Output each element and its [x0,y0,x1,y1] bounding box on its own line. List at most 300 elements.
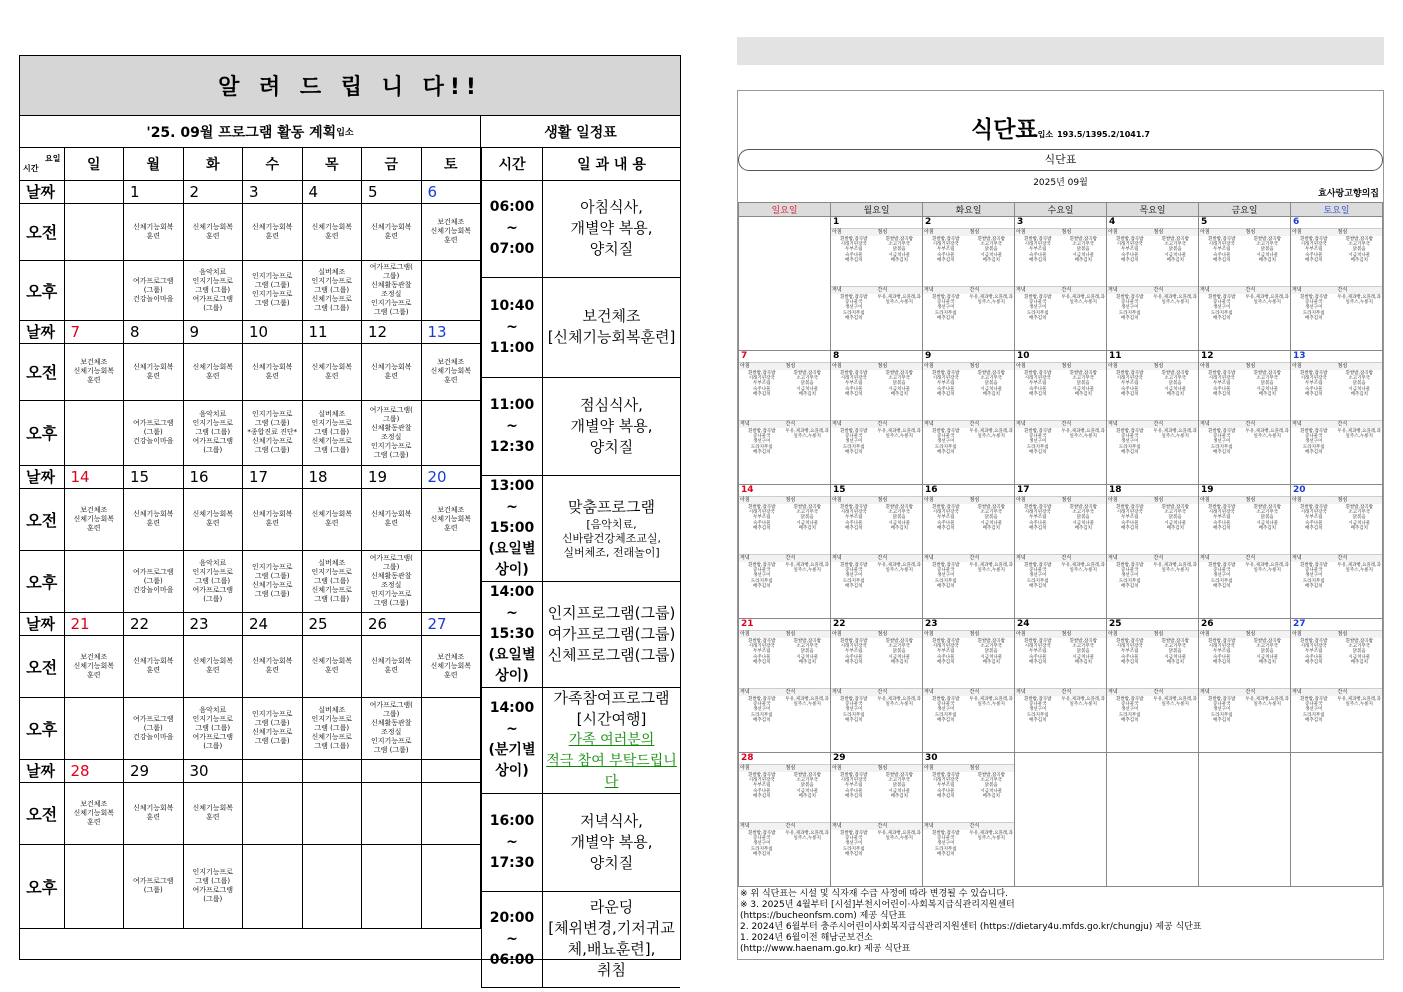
meal-header-lunch: 점심 [877,764,923,772]
schedule-time: 11:00 ~ 12:30 [482,377,543,475]
meal-header-dinner: 저녁 [739,554,785,562]
afternoon-activity: 여가프로그램( 그룹) 신체활동관찰 조정실 인지기능프로 그램 (그룹) [362,550,422,612]
meal-header-snack: 간식 [877,822,923,830]
meal-items-snack: 두유,제과빵,요플레,과일주스,누룽지 [1337,429,1381,440]
meal-header-snack: 간식 [969,286,1015,294]
menu-day-cell [831,351,923,485]
meal-header-dinner: 저녁 [923,554,969,562]
meal-items-snack: 두유,제과빵,요플레,과일주스,누룽지 [969,697,1013,708]
meal-items-snack: 두유,제과빵,요플레,과일주스,누룽지 [1061,429,1105,440]
meal-items-lunch: 흰쌀밥,잡곡밥 소고기무국 닭볶음 시금치나물 배추김치 [1345,371,1373,397]
meal-items-breakfast: 흰쌀밥,잡곡밥 시래기된장국 두부조림 숙주나물 배추김치 [1299,639,1328,665]
meal-header-snack: 간식 [1337,420,1383,428]
morning-activity: 보건체조 신체기능회복 훈련 [421,203,481,260]
date-row-label: 날짜 [20,465,64,488]
meal-header-lunch: 점심 [969,362,1015,370]
program-plan-page [19,55,681,979]
meal-items-breakfast: 흰쌀밥,잡곡밥 시래기된장국 두부조림 숙주나물 배추김치 [1023,639,1052,665]
meal-header-snack: 간식 [1061,554,1107,562]
meal-header-snack: 간식 [969,554,1015,562]
meal-items-lunch: 흰쌀밥,잡곡밥 소고기무국 닭볶음 시금치나물 배추김치 [885,237,913,263]
meal-items-lunch: 흰쌀밥,잡곡밥 소고기무국 닭볶음 시금치나물 배추김치 [1161,505,1189,531]
menu-day-number: 5 [1201,217,1208,227]
calendar-day-number: 26 [362,612,422,635]
meal-header-lunch: 점심 [969,630,1015,638]
menu-day-cell [1291,485,1383,619]
meal-header-lunch: 점심 [877,630,923,638]
weekday-mon: 월 [124,148,184,180]
meal-grid [1107,496,1198,589]
meal-items-dinner: 흰쌀밥,잡곡밥 콩나물국 생선구이 도라지무침 배추김치 [747,831,776,857]
meal-header-lunch: 점심 [1245,228,1291,236]
meal-items-dinner: 흰쌀밥,잡곡밥 콩나물국 생선구이 도라지무침 배추김치 [1299,295,1328,321]
morning-activity: 보건체조 신체기능회복 훈련 [64,635,124,697]
meal-header-dinner: 저녁 [1291,554,1337,562]
calendar-day-number: 13 [421,320,481,343]
meal-items-dinner: 흰쌀밥,잡곡밥 콩나물국 생선구이 도라지무침 배추김치 [839,697,868,723]
meal-header-dinner: 저녁 [739,822,785,830]
menu-day-number: 29 [833,753,846,763]
schedule-content-text: 맞춤프로그램 [568,497,655,516]
menu-weekday-thu: 목요일 [1107,203,1199,217]
meal-header-breakfast: 아침 [831,764,877,772]
menu-day-cell [1291,351,1383,485]
meal-items-lunch: 흰쌀밥,잡곡밥 소고기무국 닭볶음 시금치나물 배추김치 [793,773,821,799]
meal-header-lunch: 점심 [1245,630,1291,638]
date-row-label: 날짜 [20,612,64,635]
schedule-content-text: 아침식사, 개별약 복용, 양치질 [570,198,653,258]
meal-items-dinner: 흰쌀밥,잡곡밥 콩나물국 생선구이 도라지무침 배추김치 [1207,295,1236,321]
meal-header-snack: 간식 [1153,420,1199,428]
morning-activity: 보건체조 신체기능회복 훈련 [421,488,481,550]
meal-grid [1015,228,1106,321]
meal-header-breakfast: 아침 [1015,362,1061,370]
morning-activity [64,203,124,260]
morning-activity: 신체기능회복 훈련 [243,635,303,697]
morning-activity: 신체기능회복 훈련 [183,635,243,697]
meal-header-lunch: 점심 [1245,362,1291,370]
meal-header-snack: 간식 [1061,420,1107,428]
morning-activity [302,782,362,844]
meal-items-lunch: 흰쌀밥,잡곡밥 소고기무국 닭볶음 시금치나물 배추김치 [1161,371,1189,397]
meal-header-snack: 간식 [1061,286,1107,294]
weekday-tue: 화 [183,148,243,180]
meal-header-dinner: 저녁 [1199,554,1245,562]
meal-items-snack: 두유,제과빵,요플레,과일주스,누룽지 [877,563,921,574]
morning-activity: 신체기능회복 훈련 [302,488,362,550]
meal-items-lunch: 흰쌀밥,잡곡밥 소고기무국 닭볶음 시금치나물 배추김치 [1253,639,1281,665]
meal-header-snack: 간식 [1337,286,1383,294]
schedule-time: 16:00 ~ 17:30 [482,793,543,891]
morning-row-label: 오전 [20,343,64,400]
meal-header-lunch: 점심 [969,228,1015,236]
afternoon-activity [362,844,422,928]
meal-header-breakfast: 아침 [923,228,969,236]
calendar-day-number: 14 [64,465,124,488]
menu-day-number: 24 [1017,619,1030,629]
meal-items-dinner: 흰쌀밥,잡곡밥 콩나물국 생선구이 도라지무침 배추김치 [1023,563,1052,589]
calendar-day-number: 12 [362,320,422,343]
meal-header-dinner: 저녁 [1291,286,1337,294]
meal-items-dinner: 흰쌀밥,잡곡밥 콩나물국 생선구이 도라지무침 배추김치 [1299,563,1328,589]
afternoon-activity: 여가프로그램( 그룹) 신체활동관찰 조정실 인지기능프로 그램 (그룹) [362,400,422,465]
meal-grid [739,764,830,857]
morning-activity: 신체기능회복 훈련 [243,488,303,550]
menu-day-cell [1199,619,1291,753]
meal-header-snack: 간식 [877,688,923,696]
menu-footnotes: ※ 위 식단표는 시설 및 식자재 수급 사정에 따라 변경될 수 있습니다. ※ 3. 2025년 4월부터 [시설]부천시어린이·사회복지급식관리지원센터 (https://bucheonfsm.com) 제공 식단표 2. 2024년 6월부터 충주시어린이사회복지급식관리지원센터 (https://dietary4u.mfds.go.kr/chungju) 제공 식단표 1. 2024년 6월이전 해남군보건소 (http://www.haenam.go.kr) 제공 식단표 [740,889,1202,954]
meal-header-dinner: 저녁 [739,688,785,696]
meal-items-breakfast: 흰쌀밥,잡곡밥 시래기된장국 두부조림 숙주나물 배추김치 [1207,505,1236,531]
menu-day-number: 27 [1293,619,1306,629]
calendar-day-number: 8 [124,320,184,343]
meal-items-dinner: 흰쌀밥,잡곡밥 콩나물국 생선구이 도라지무침 배추김치 [1115,429,1144,455]
meal-items-dinner: 흰쌀밥,잡곡밥 콩나물국 생선구이 도라지무침 배추김치 [1207,563,1236,589]
schedule-content-text: 가족참여프로그램 [시간여행] [553,688,670,728]
meal-header-dinner: 저녁 [923,688,969,696]
meal-header-breakfast: 아침 [923,630,969,638]
meal-header-lunch: 점심 [877,496,923,504]
meal-items-lunch: 흰쌀밥,잡곡밥 소고기무국 닭볶음 시금치나물 배추김치 [1069,505,1097,531]
morning-row-label: 오전 [20,203,64,260]
afternoon-activity [64,844,124,928]
meal-items-breakfast: 흰쌀밥,잡곡밥 시래기된장국 두부조림 숙주나물 배추김치 [747,773,776,799]
meal-header-lunch: 점심 [785,630,831,638]
schedule-content-text: 인지프로그램(그룹) 여가프로그램(그룹) 신체프로그램(그룹) [547,603,676,664]
menu-day-number: 7 [741,351,748,361]
meal-header-dinner: 저녁 [739,420,785,428]
morning-activity: 신체기능회복 훈련 [302,343,362,400]
meal-items-lunch: 흰쌀밥,잡곡밥 소고기무국 닭볶음 시금치나물 배추김치 [1253,237,1281,263]
calendar-day-number: 30 [183,759,243,782]
menu-day-cell [831,753,923,887]
meal-header-lunch: 점심 [1061,362,1107,370]
meal-items-snack: 두유,제과빵,요플레,과일주스,누룽지 [1061,295,1105,306]
meal-header-snack: 간식 [1245,420,1291,428]
meal-header-breakfast: 아침 [1015,228,1061,236]
meal-menu-page [737,90,1384,960]
morning-activity: 신체기능회복 훈련 [124,488,184,550]
meal-items-snack: 두유,제과빵,요플레,과일주스,누룽지 [1153,295,1197,306]
schedule-time: 14:00 ~ (분기별상이) [482,687,543,793]
meal-items-dinner: 흰쌀밥,잡곡밥 콩나물국 생선구이 도라지무침 배추김치 [931,295,960,321]
meal-items-dinner: 흰쌀밥,잡곡밥 콩나물국 생선구이 도라지무침 배추김치 [839,563,868,589]
meal-items-dinner: 흰쌀밥,잡곡밥 콩나물국 생선구이 도라지무침 배추김치 [747,697,776,723]
menu-day-number: 16 [925,485,938,495]
meal-items-lunch: 흰쌀밥,잡곡밥 소고기무국 닭볶음 시금치나물 배추김치 [977,505,1005,531]
morning-activity: 신체기능회복 훈련 [124,343,184,400]
meal-items-lunch: 흰쌀밥,잡곡밥 소고기무국 닭볶음 시금치나물 배추김치 [1161,639,1189,665]
meal-header-lunch: 점심 [1337,362,1383,370]
morning-row-label: 오전 [20,635,64,697]
meal-header-snack: 간식 [1245,554,1291,562]
meal-header-breakfast: 아침 [1107,496,1153,504]
afternoon-activity [421,550,481,612]
meal-header-snack: 간식 [969,822,1015,830]
meal-items-snack: 두유,제과빵,요플레,과일주스,누룽지 [877,697,921,708]
meal-items-breakfast: 흰쌀밥,잡곡밥 시래기된장국 두부조림 숙주나물 배추김치 [931,237,960,263]
meal-items-lunch: 흰쌀밥,잡곡밥 소고기무국 닭볶음 시금치나물 배추김치 [1069,639,1097,665]
meal-items-breakfast: 흰쌀밥,잡곡밥 시래기된장국 두부조림 숙주나물 배추김치 [1115,237,1144,263]
menu-day-cell [739,753,831,887]
menu-day-cell [1107,619,1199,753]
meal-header-snack: 간식 [785,822,831,830]
meal-items-dinner: 흰쌀밥,잡곡밥 콩나물국 생선구이 도라지무침 배추김치 [1299,429,1328,455]
meal-items-dinner: 흰쌀밥,잡곡밥 콩나물국 생선구이 도라지무침 배추김치 [931,429,960,455]
meal-items-snack: 두유,제과빵,요플레,과일주스,누룽지 [1337,295,1381,306]
meal-items-dinner: 흰쌀밥,잡곡밥 콩나물국 생선구이 도라지무침 배추김치 [1207,429,1236,455]
menu-day-cell [1199,485,1291,619]
meal-items-breakfast: 흰쌀밥,잡곡밥 시래기된장국 두부조림 숙주나물 배추김치 [747,639,776,665]
meal-items-lunch: 흰쌀밥,잡곡밥 소고기무국 닭볶음 시금치나물 배추김치 [885,639,913,665]
date-row-label: 날짜 [20,320,64,343]
menu-day-number: 6 [1293,217,1300,227]
meal-items-breakfast: 흰쌀밥,잡곡밥 시래기된장국 두부조림 숙주나물 배추김치 [839,237,868,263]
meal-items-breakfast: 흰쌀밥,잡곡밥 시래기된장국 두부조림 숙주나물 배추김치 [747,505,776,531]
menu-day-cell [739,217,831,351]
menu-day-cell [1107,217,1199,351]
meal-header-lunch: 점심 [877,228,923,236]
calendar-day-number [64,180,124,203]
menu-day-number: 28 [741,753,754,763]
meal-header-lunch: 점심 [969,764,1015,772]
calendar-day-number: 21 [64,612,124,635]
afternoon-row-label: 오후 [20,400,64,465]
menu-day-cell [831,217,923,351]
calendar-day-number: 3 [243,180,303,203]
menu-day-number: 9 [925,351,932,361]
meal-items-breakfast: 흰쌀밥,잡곡밥 시래기된장국 두부조림 숙주나물 배추김치 [1207,639,1236,665]
schedule-time: 14:00 ~ 15:30 (요일별상이) [482,581,543,687]
meal-items-breakfast: 흰쌀밥,잡곡밥 시래기된장국 두부조림 숙주나물 배추김치 [839,371,868,397]
meal-items-lunch: 흰쌀밥,잡곡밥 소고기무국 닭볶음 시금치나물 배추김치 [1253,505,1281,531]
morning-activity: 신체기능회복 훈련 [362,203,422,260]
schedule-content-text: 라운딩 [체위변경,기저귀교 체,배뇨훈련], 취침 [548,898,675,979]
menu-day-number: 18 [1109,485,1122,495]
meal-header-dinner: 저녁 [1015,420,1061,428]
morning-activity [362,782,422,844]
calendar-day-number: 16 [183,465,243,488]
life-header-content: 일 과 내 용 [543,148,681,180]
calendar-day-number: 19 [362,465,422,488]
meal-grid [831,362,922,455]
menu-title [738,111,1383,144]
meal-header-breakfast: 아침 [831,630,877,638]
meal-header-breakfast: 아침 [1107,630,1153,638]
meal-header-breakfast: 아침 [739,362,785,370]
meal-grid [831,228,922,321]
meal-items-lunch: 흰쌀밥,잡곡밥 소고기무국 닭볶음 시금치나물 배추김치 [977,237,1005,263]
menu-day-cell [1107,351,1199,485]
menu-pill-label: 식단표 [738,149,1383,171]
menu-day-cell [1291,619,1383,753]
meal-grid [1015,630,1106,723]
meal-header-dinner: 저녁 [923,822,969,830]
meal-items-snack: 두유,제과빵,요플레,과일주스,누룽지 [1153,429,1197,440]
menu-day-cell [1199,753,1291,887]
meal-items-lunch: 흰쌀밥,잡곡밥 소고기무국 닭볶음 시금치나물 배추김치 [1253,371,1281,397]
meal-items-snack: 두유,제과빵,요플레,과일주스,누룽지 [969,563,1013,574]
meal-items-lunch: 흰쌀밥,잡곡밥 소고기무국 닭볶음 시금치나물 배추김치 [1345,505,1373,531]
meal-header-dinner: 저녁 [1015,286,1061,294]
meal-items-lunch: 흰쌀밥,잡곡밥 소고기무국 닭볶음 시금치나물 배추김치 [1069,371,1097,397]
meal-header-breakfast: 아침 [1015,496,1061,504]
morning-activity: 보건체조 신체기능회복 훈련 [421,635,481,697]
meal-grid [739,362,830,455]
meal-header-snack: 간식 [785,554,831,562]
menu-day-number: 12 [1201,351,1214,361]
meal-items-snack: 두유,제과빵,요플레,과일주스,누룽지 [1337,697,1381,708]
schedule-content [543,475,681,581]
afternoon-activity: 인지기능프로 그램 (그룹) 신체기능프로 그램 (그룹) [243,550,303,612]
morning-activity: 신체기능회복 훈련 [302,203,362,260]
meal-header-lunch: 점심 [785,764,831,772]
afternoon-activity: 여가프로그램 (그룹) 건강놀이마을 [124,400,184,465]
meal-grid [923,362,1014,455]
afternoon-row-label: 오후 [20,260,64,320]
afternoon-activity: 여가프로그램 (그룹) 건강놀이마을 [124,260,184,320]
afternoon-activity [243,844,303,928]
afternoon-activity: 음악치료 인지기능프로 그램 (그룹) 여가프로그램 (그룹) [183,697,243,759]
weekday-wed: 수 [243,148,303,180]
meal-header-snack: 간식 [1245,688,1291,696]
meal-items-breakfast: 흰쌀밥,잡곡밥 시래기된장국 두부조림 숙주나물 배추김치 [1207,237,1236,263]
menu-weekday-tue: 화요일 [923,203,1015,217]
menu-day-cell [923,619,1015,753]
morning-activity: 신체기능회복 훈련 [124,203,184,260]
afternoon-activity: 실버체조 인지기능프로 그램 (그룹) 신체기능프로 그램 (그룹) [302,260,362,320]
calendar-day-number: 7 [64,320,124,343]
meal-header-lunch: 점심 [1153,228,1199,236]
meal-items-lunch: 흰쌀밥,잡곡밥 소고기무국 닭볶음 시금치나물 배추김치 [885,371,913,397]
meal-items-lunch: 흰쌀밥,잡곡밥 소고기무국 닭볶음 시금치나물 배추김치 [885,505,913,531]
morning-activity: 보건체조 신체기능회복 훈련 [64,343,124,400]
meal-items-lunch: 흰쌀밥,잡곡밥 소고기무국 닭볶음 시금치나물 배추김치 [885,773,913,799]
meal-items-lunch: 흰쌀밥,잡곡밥 소고기무국 닭볶음 시금치나물 배추김치 [977,639,1005,665]
morning-row-label: 오전 [20,488,64,550]
menu-day-number: 3 [1017,217,1024,227]
menu-weekday-wed: 수요일 [1015,203,1107,217]
menu-day-cell [739,619,831,753]
meal-items-lunch: 흰쌀밥,잡곡밥 소고기무국 닭볶음 시금치나물 배추김치 [1345,237,1373,263]
schedule-time: 13:00 ~ 15:00 (요일별상이) [482,475,543,581]
menu-day-cell [831,485,923,619]
meal-grid [1107,228,1198,321]
meal-items-dinner: 흰쌀밥,잡곡밥 콩나물국 생선구이 도라지무침 배추김치 [1023,295,1052,321]
meal-items-snack: 두유,제과빵,요플레,과일주스,누룽지 [877,429,921,440]
meal-items-snack: 두유,제과빵,요플레,과일주스,누룽지 [1153,697,1197,708]
meal-items-dinner: 흰쌀밥,잡곡밥 콩나물국 생선구이 도라지무침 배추김치 [1115,563,1144,589]
afternoon-activity: 여가프로그램 (그룹) 건강놀이마을 [124,697,184,759]
meal-header-snack: 간식 [1153,286,1199,294]
menu-day-cell [1015,485,1107,619]
afternoon-activity: 인지기능프로 그램 (그룹) *종합진료 진단* 신체기능프로 그램 (그룹) [243,400,303,465]
calendar-day-number: 25 [302,612,362,635]
meal-header-lunch: 점심 [1153,630,1199,638]
meal-grid [739,630,830,723]
meal-header-lunch: 점심 [1337,630,1383,638]
meal-items-snack: 두유,제과빵,요플레,과일주스,누룽지 [785,563,829,574]
menu-title-numbers: 193.5/1395.2/1041.7 [1057,130,1150,139]
meal-header-snack: 간식 [1061,688,1107,696]
morning-activity: 보건체조 신체기능회복 훈련 [421,343,481,400]
meal-header-lunch: 점심 [785,362,831,370]
meal-items-snack: 두유,제과빵,요플레,과일주스,누룽지 [1245,563,1289,574]
meal-items-snack: 두유,제과빵,요플레,과일주스,누룽지 [1061,697,1105,708]
meal-items-breakfast: 흰쌀밥,잡곡밥 시래기된장국 두부조림 숙주나물 배추김치 [1115,505,1144,531]
menu-day-number: 1 [833,217,840,227]
menu-day-cell [923,485,1015,619]
meal-grid [1107,362,1198,455]
menu-day-number: 10 [1017,351,1030,361]
family-participation-note: 가족 여러분의 적극 참여 부탁드립니다 [546,731,677,790]
menu-weekday-sun: 일요일 [739,203,831,217]
meal-items-dinner: 흰쌀밥,잡곡밥 콩나물국 생선구이 도라지무침 배추김치 [1299,697,1328,723]
menu-day-cell [923,753,1015,887]
meal-items-lunch: 흰쌀밥,잡곡밥 소고기무국 닭볶음 시금치나물 배추김치 [1161,237,1189,263]
plan-title-suffix: 입소 [336,128,354,138]
meal-items-breakfast: 흰쌀밥,잡곡밥 시래기된장국 두부조림 숙주나물 배추김치 [1023,505,1052,531]
date-row-label: 날짜 [20,759,64,782]
meal-header-dinner: 저녁 [1199,286,1245,294]
calendar-day-number: 1 [124,180,184,203]
morning-activity: 보건체조 신체기능회복 훈련 [64,488,124,550]
program-plan-title [20,116,481,148]
meal-grid [1015,362,1106,455]
meal-items-snack: 두유,제과빵,요플레,과일주스,누룽지 [969,429,1013,440]
afternoon-activity: 실버체조 인지기능프로 그램 (그룹) 신체기능프로 그램 (그룹) [302,400,362,465]
meal-header-lunch: 점심 [1245,496,1291,504]
calendar-day-number: 23 [183,612,243,635]
afternoon-activity [421,697,481,759]
calendar-day-number: 4 [302,180,362,203]
meal-header-snack: 간식 [877,554,923,562]
meal-calendar [738,202,1383,887]
meal-items-breakfast: 흰쌀밥,잡곡밥 시래기된장국 두부조림 숙주나물 배추김치 [931,639,960,665]
afternoon-activity: 음악치료 인지기능프로 그램 (그룹) 여가프로그램 (그룹) [183,400,243,465]
meal-header-dinner: 저녁 [1199,688,1245,696]
menu-day-number: 20 [1293,485,1306,495]
meal-grid [923,630,1014,723]
life-schedule-title: 생활 일정표 [481,116,680,148]
afternoon-activity [302,844,362,928]
meal-header-snack: 간식 [877,286,923,294]
meal-header-dinner: 저녁 [1015,554,1061,562]
meal-header-snack: 간식 [1245,286,1291,294]
meal-header-dinner: 저녁 [1107,286,1153,294]
meal-header-dinner: 저녁 [1291,688,1337,696]
schedule-time: 20:00 ~ 06:00 [482,891,543,987]
meal-header-dinner: 저녁 [831,554,877,562]
calendar-day-number: 5 [362,180,422,203]
afternoon-activity: 여가프로그램 (그룹) 건강놀이마을 [124,550,184,612]
meal-items-snack: 두유,제과빵,요플레,과일주스,누룽지 [1245,295,1289,306]
morning-activity: 신체기능회복 훈련 [183,203,243,260]
meal-header-breakfast: 아침 [923,496,969,504]
meal-header-breakfast: 아침 [739,496,785,504]
afternoon-activity: 실버체조 인지기능프로 그램 (그룹) 신체기능프로 그램 (그룹) [302,697,362,759]
meal-header-lunch: 점심 [877,362,923,370]
afternoon-activity: 여가프로그램( 그룹) 신체활동관찰 조정실 인지기능프로 그램 (그룹) [362,697,422,759]
meal-header-lunch: 점심 [1337,228,1383,236]
menu-day-cell [1199,351,1291,485]
afternoon-activity [64,697,124,759]
weekday-thu: 목 [302,148,362,180]
meal-items-breakfast: 흰쌀밥,잡곡밥 시래기된장국 두부조림 숙주나물 배추김치 [747,371,776,397]
calendar-day-number: 17 [243,465,303,488]
meal-items-dinner: 흰쌀밥,잡곡밥 콩나물국 생선구이 도라지무침 배추김치 [931,831,960,857]
meal-items-lunch: 흰쌀밥,잡곡밥 소고기무국 닭볶음 시금치나물 배추김치 [1069,237,1097,263]
